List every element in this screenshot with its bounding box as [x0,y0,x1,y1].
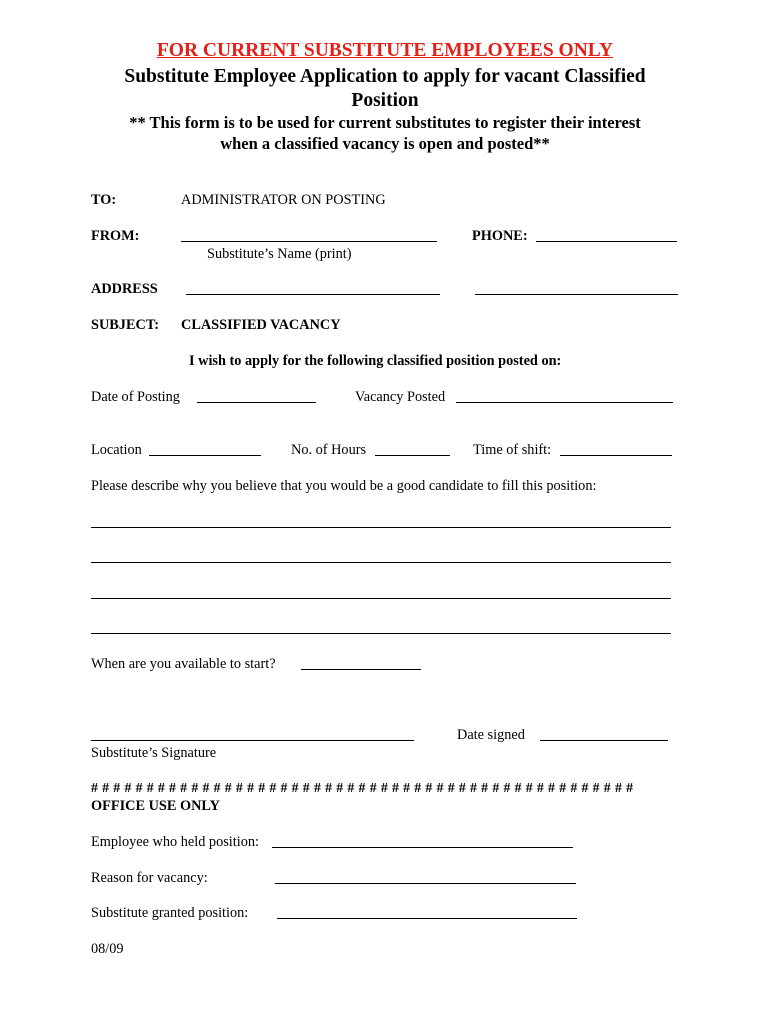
describe-answer-line-4[interactable] [91,633,671,634]
phone-label: PHONE: [472,228,528,244]
separator-line: # # # # # # # # # # # # # # # # # # # # # # # # # # # # # # # # # # # # # # # # # # # # # # # # # [91,780,634,795]
substitute-name-caption: Substitute’s Name (print) [207,246,352,262]
address-field-line-1[interactable] [186,294,440,295]
reason-vacancy-label: Reason for vacancy: [91,870,208,886]
form-note-line-2: when a classified vacancy is open and posted** [220,134,550,153]
form-title-line-1: Substitute Employee Application to apply for vacant Classified [124,66,646,87]
substitute-name-field[interactable] [181,241,437,242]
vacancy-posted-field[interactable] [456,402,673,403]
hours-field[interactable] [375,455,450,456]
employee-held-field[interactable] [272,847,573,848]
signature-field[interactable] [91,740,414,741]
describe-answer-line-1[interactable] [91,527,671,528]
form-note-line-1: ** This form is to be used for current substitutes to register their interest [129,113,641,132]
location-field[interactable] [149,455,261,456]
address-field-line-2[interactable] [475,294,678,295]
granted-position-label: Substitute granted position: [91,905,249,921]
signature-caption: Substitute’s Signature [91,745,217,761]
granted-position-field[interactable] [277,918,577,919]
form-title-line-2: Position [351,90,419,111]
form-code: 08/09 [91,941,124,957]
date-signed-field[interactable] [540,740,668,741]
vacancy-posted-label: Vacancy Posted [355,389,446,405]
restriction-heading: FOR CURRENT SUBSTITUTE EMPLOYEES ONLY [156,40,614,61]
subject-label: SUBJECT: [91,317,160,333]
office-use-heading: OFFICE USE ONLY [91,798,220,814]
from-label: FROM: [91,228,140,244]
employee-held-label: Employee who held position: [91,834,259,850]
address-label: ADDRESS [91,281,158,297]
describe-answer-line-3[interactable] [91,598,671,599]
to-value: ADMINISTRATOR ON POSTING [181,192,386,208]
shift-field[interactable] [560,455,672,456]
shift-label: Time of shift: [473,442,552,458]
location-label: Location [91,442,142,458]
available-start-label: When are you available to start? [91,656,276,672]
date-of-posting-label: Date of Posting [91,389,180,405]
available-start-field[interactable] [301,669,421,670]
describe-prompt: Please describe why you believe that you would be a good candidate to fill this position: [91,478,597,494]
hours-label: No. of Hours [291,442,367,458]
application-intro: I wish to apply for the following classified position posted on: [189,353,562,369]
phone-field[interactable] [536,241,677,242]
reason-vacancy-field[interactable] [275,883,576,884]
date-signed-label: Date signed [457,727,525,743]
describe-answer-line-2[interactable] [91,562,671,563]
date-of-posting-field[interactable] [197,402,316,403]
subject-value: CLASSIFIED VACANCY [181,317,341,333]
to-label: TO: [91,192,117,208]
